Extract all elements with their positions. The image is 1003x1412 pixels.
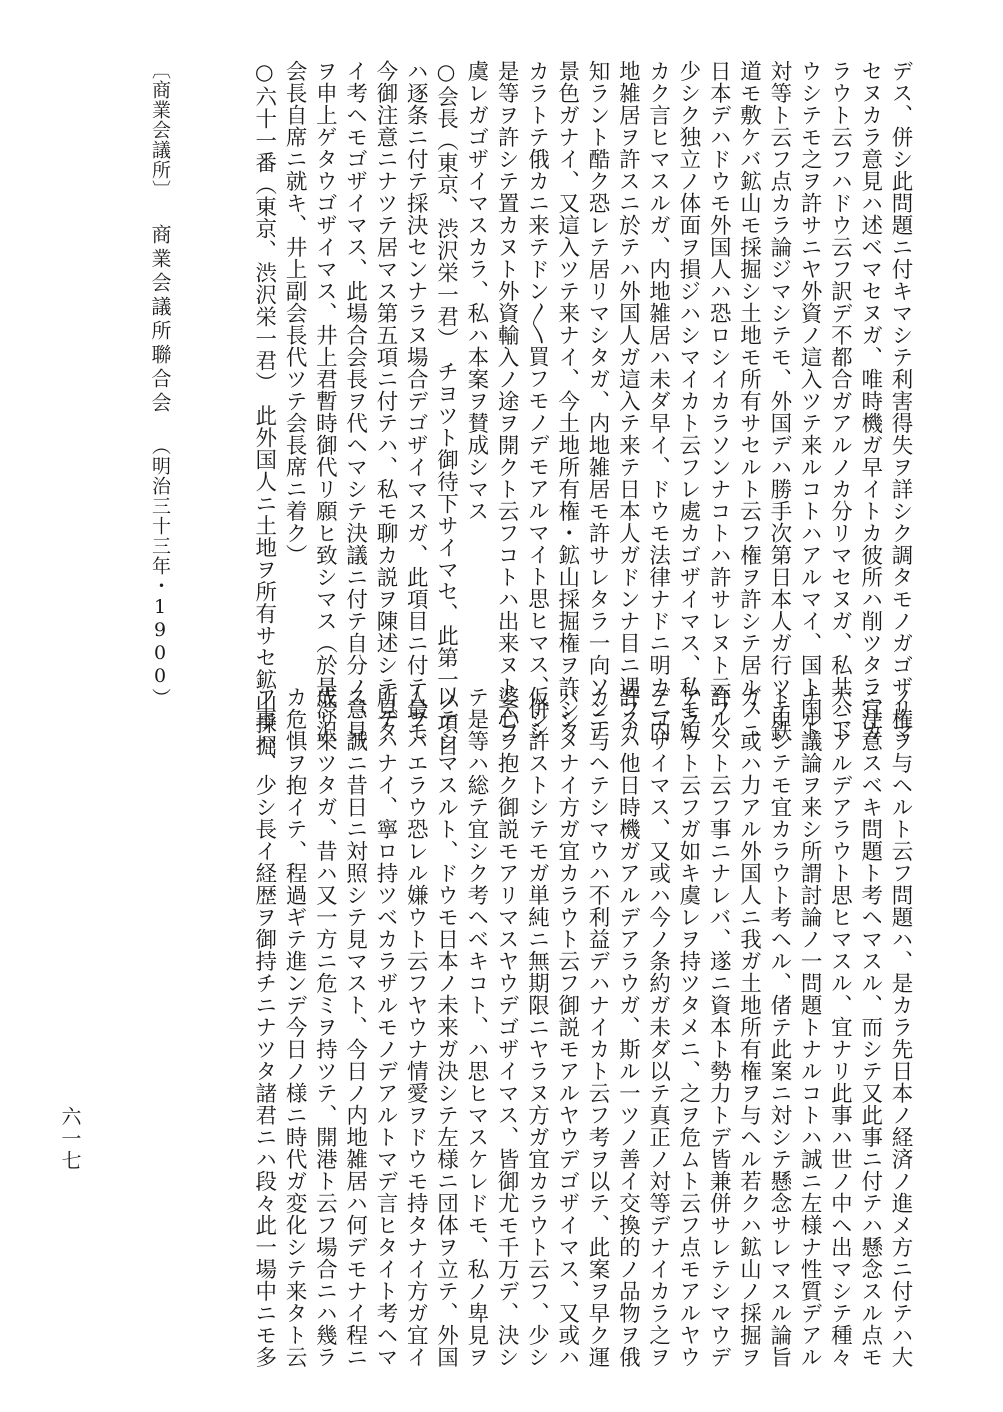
text-column: デス、併シ此問題ニ付キマシテ利害得失ヲ詳シク調タモノガゴザリマ <box>888 60 913 742</box>
text-column: 許スハ他日時機ガアルデアラウガ、斯ル一ツノ善イ交換的ノ品物ヲ俄 <box>615 686 641 1368</box>
header-organization: 〔商業会議所〕 <box>149 60 171 200</box>
text-column: 所デハナイ、寧ロ持ツベカラザルモノデアルトマデ言ヒタイト考ヘマ <box>372 686 398 1368</box>
text-column: カ危惧ヲ抱イテ、程過ギテ進ンデ今日ノ様ニ時代ガ変化シテ来タト云 <box>282 686 308 1368</box>
header-year: （明治三十三年・1900） <box>149 436 171 708</box>
text-column: デゴザイマス、又或ハ今ノ条約ガ未ダ以テ真正ノ対等デナイカラ之ヲ <box>645 686 671 1368</box>
text-column: 道モ敷ケバ鉱山モ採掘シ土地モ所有サセルト云フ権ヲ許シテ居ルノニ <box>736 60 762 742</box>
header-title: 商業会議所聯合会 <box>148 224 172 416</box>
text-column: 景色ガナイ、又這入ツテ来ナイ、今土地所有権・鉱山採掘権ヲ許シタ <box>554 60 580 742</box>
text-column: フ事ハ、少シ長イ経歴ヲ御持チニナツタ諸君ニハ段々此一場中ニモ多 <box>251 686 277 1368</box>
text-column: 人ヲバエラウ恐レル嫌ウト云フヤウナ情愛ヲドウモ持タナイ方ガ宜イ <box>403 686 429 1368</box>
running-header <box>146 60 175 708</box>
text-column: カラトテ俄カニ来テドン〳〵買フモノデモアルマイト思ヒマス、併シ <box>524 60 550 742</box>
text-column: 許ルスト云フ事ニナレバ、遂ニ資本ト勢力トデ皆兼併サレテシマウデ <box>706 686 732 1368</box>
text-column: 地雑居ヲ許スニ於テハ外国人ガ這入テ来テ日本人ガドンナ目ニ遇フカ <box>615 60 641 742</box>
text-column: セヌカラ意見ハ述ベマセヌガ、唯時機ガ早イトカ彼所ハ削ツタラ宜カ <box>857 60 883 742</box>
text-column: 日本デハドウモ外国人ハ恐ロシイカラソンナコトハ許サレヌト云フハ <box>706 60 732 742</box>
text-column: アラウト云フガ如キ虞レヲ持ツタメニ、之ヲ危ムト云フ点モアルヤウ <box>675 686 701 1368</box>
text-column: 大ニアルデアラウト思ヒマスル、宜ナリ此事ハ世ノ中ヘ出マシテ種々 <box>827 686 853 1368</box>
text-column: 成リ来ツタガ、昔ハ又一方ニ危ミヲ持ツテ、開港ト云フ場合ニハ幾ラ <box>312 686 338 1368</box>
text-column: ガ、或ハ力アル外国人ニ我ガ土地所有権ヲ与ヘル若クハ鉱山ノ採掘ヲ <box>736 686 762 1368</box>
text-column: 仮シ許ストシテモガ単純ニ無期限ニヤラヌ方ガ宜カラウト云フ、少シ <box>524 686 550 1368</box>
text-column: 対等ト云フ点カラ論ジマシテモ、外国デハ勝手次第日本人ガ行ツテ鉄 <box>766 60 792 742</box>
text-column: 以テシマスルト、ドウモ日本ノ未来ガ決シテ左様ニ団体ヲ立テ、外国 <box>433 686 459 1368</box>
lower-text-block <box>248 686 915 1368</box>
text-column: 少シク独立ノ体面ヲ損ジハシマイカト云フレ處カゴザイマス、私モ短 <box>675 60 701 742</box>
text-column: 今御注意ニナツテ居マス第五項ニ付テハ、私モ聊カ説ヲ陳述シテ見タ <box>372 60 398 742</box>
page-number: 六一七 <box>58 1106 82 1172</box>
text-column: 会長自席ニ就キ、井上副会長代ツテ会長席ニ着ク） <box>282 60 308 566</box>
text-column: ラウト云フハドウ云フ訳デ不都合ガアルノカ分リマセヌガ、私共ハド <box>827 60 853 742</box>
text-column: ヲ申上ゲタウゴザイマス、井上君暫時御代リ願ヒ致シマス（於是渋沢 <box>312 60 338 742</box>
text-column: ス、誠ニ昔日ニ対照シテ見マスト、今日ノ内地雑居ハ何デモナイ程ニ <box>342 686 368 1368</box>
text-column: ナル議論ヲ来シ所謂討論ノ一問題トナルコトハ誠ニ左様ナ性質デアル <box>797 686 823 1368</box>
text-column: ウシテモ之ヲ許サニヤ外資ノ這入ツテ来ルコトハアルマイ、国ト国ト <box>797 60 823 742</box>
text-column: ○六十一番（東京、渋沢栄一君） 此外国人ニ土地ヲ所有サセ鉱山採掘 <box>251 60 277 757</box>
text-column: ○会長（東京、渋沢栄一君） チヨツト御待下サイマセ、此第一ノ項目 <box>433 60 459 757</box>
text-column: カニ与ヘテシマウハ不利益デハナイカト云フ考ヲ以テ、此案ヲ早ク運 <box>585 686 611 1368</box>
upper-text-block <box>248 60 915 757</box>
text-column: テ是等ハ総テ宜シク考ヘベキコト、ハ思ヒマスケレドモ、私ノ卑見ヲ <box>463 686 489 1368</box>
text-column: ノ権ヲ与ヘルト云フ問題ハ、是カラ先日本ノ経済ノ進メ方ニ付テハ大 <box>888 686 913 1368</box>
text-column: ト申シテモ宜カラウト考ヘル、偖テ此案ニ対シテ懸念サレマスル論旨 <box>766 686 792 1368</box>
text-column: 虞レガゴザイマスカラ、私ハ本案ヲ賛成シマス <box>463 60 489 522</box>
text-column: 是等ヲ許シテ置カヌト外資輸入ノ途ヲ開クト云フコトハ出来ヌト云フ <box>494 60 520 742</box>
text-column: イ考ヘモゴザイマス、此場合会長ヲ代ヘマシテ決議ニ付テ自分ノ意見 <box>342 60 368 742</box>
text-column: カク言ヒマスルガ、内地雑居ハ未ダ早イ、ドウモ法律ナドニ明カニ内 <box>645 60 671 742</box>
text-column: ハ逐条ニ付テ採決センナラヌ場合デゴザイマスガ、此項目ニ付テ最モ <box>403 60 429 742</box>
text-column: バシメナイ方ガ宜カラウト云フ御説モアルヤウデゴザイマス、又或ハ <box>554 686 580 1368</box>
text-column: 婆心ヲ抱ク御説モアリマスヤウデゴザイマス、皆御尤モ千万デ、決シ <box>494 686 520 1368</box>
text-column: 知ラント酷ク恐レテ居リマシタガ、内地雑居モ許サレタラ一向ソンナ <box>585 60 611 742</box>
text-column: ニ注意スベキ問題ト考ヘマスル、而シテ又此事ニ付テハ懸念スル点モ <box>857 686 883 1368</box>
